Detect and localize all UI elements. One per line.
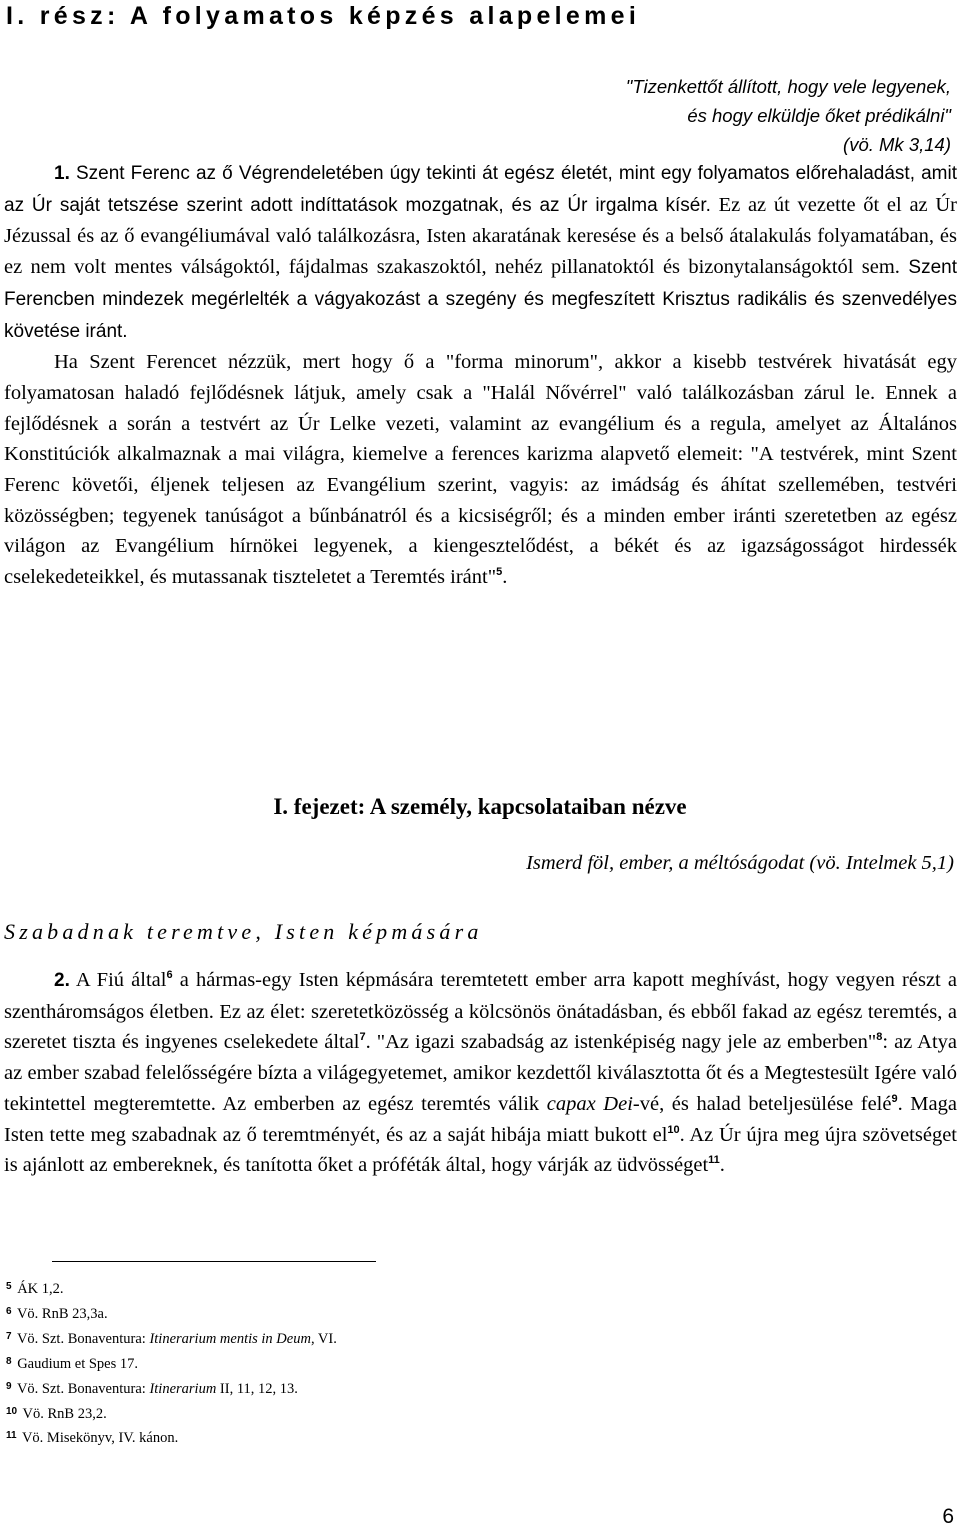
section-text [4,965,957,1181]
footnote [6,1351,337,1376]
footnote-ref[interactable]: 5 [496,566,503,579]
epigraph-mark [626,72,951,159]
footnote-title: Itinerarium mentis in Deum [149,1330,311,1347]
footnote-text: Gaudium et Spes 17. [17,1355,139,1372]
footnote-number: 10 [6,1405,18,1417]
footnote-separator [52,1261,376,1262]
footnote [6,1276,337,1301]
footnote-number: 7 [6,1330,12,1342]
epigraph-line: "Tizenkettőt állított, hogy vele legyenek, [625,76,951,97]
paragraph-text: . "Az igazi szabadság az istenképiség nagy jele az emberben" [365,1031,877,1054]
footnote-title: Itinerarium [149,1380,217,1397]
part-title: I. rész: A folyamatos képzés alapelemei [6,2,641,30]
footnote-number: 5 [6,1281,12,1292]
footnote-text: II, 11, 12, 13. [216,1380,298,1397]
footnote [6,1326,337,1351]
epigraph-line: (vö. Mk 3,14) [843,134,951,155]
latin-term: capax Dei [546,1092,633,1115]
footnote-text: Vö. RnB 23,2. [22,1405,107,1422]
footnote [6,1376,337,1401]
footnote-text: Vö. Misekönyv, IV. kánon. [21,1430,179,1447]
paragraph-text: . [719,1154,725,1177]
footnote-number: 11 [6,1430,17,1442]
chapter-epigraph: Ismerd föl, ember, a méltóságodat (vö. Intelmek 5,1) [526,852,954,874]
paragraph-number: 1. [54,163,70,184]
paragraph-text: -vé, és halad beteljesülése felé [632,1092,892,1115]
footnotes [6,1276,337,1450]
paragraph-text: A Fiú által [69,969,167,991]
footnote-text: , VI. [310,1330,337,1347]
footnote-ref[interactable]: 11 [708,1154,720,1167]
paragraph-text: Ha Szent Ferencet nézzük, mert hogy ő a "forma minorum", akkor a kisebb testvérek hivatását egy folyamatosan haladó fejlődésnek látjuk, amely csak a "Halál Nővérrel" való találkozásban zárul le. [4,351,957,404]
footnote-text: Vö. RnB 23,3a. [16,1305,108,1322]
footnote-number: 9 [6,1380,12,1392]
paragraph-text: Szent Ferencben mindezek megérlelték a vágyakozást a szegény és megfeszített Krisztus radikális és szenvedélyes követése iránt. [4,257,957,342]
paragraph-text: : az Atya az ember szabad felelősségére bízta a világegyetemet, amikor kezdettől kiválasztotta őt és a Megtestesült Igére való tekintettel megteremtette. Az emberben az egész teremtés válik [4,1031,957,1115]
footnote-number: 6 [6,1305,12,1317]
footnote [6,1401,337,1426]
footnote-ref[interactable]: 7 [359,1031,366,1044]
paragraph-1 [4,158,957,347]
chapter-title: I. fejezet: A személy, kapcsolataiban nézve [273,794,687,819]
epigraph-line: és hogy elküldje őket prédikálni" [687,105,951,126]
footnote-text: Vö. Szt. Bonaventura: [16,1330,150,1347]
paragraph-2 [4,347,957,593]
intro-text [4,158,957,593]
paragraph-text: . [502,566,508,589]
paragraph-text: Ez az út vezette őt el az Úr Jézussal és az ő evangéliumával való találkozásra, Isten akaratának keresése és a belső átalakulás folyamatában, és ez nem volt mentes válságoktól, fájdalmas szakaszoktól, nehéz pillanatoktól és bizonytalanságoktól sem. [4,193,957,279]
paragraph-text: Ennek a fejlődésnek a során a testvért az Úr Lelke vezeti, valamint az evangélium és a regula, amelyet az Általános Konstitúciók alkalmaznak a mai világra, kiemelve a ferences karizma alapvető elemeit: "A testvérek, mint Szent Ferenc követői, éljenek teljesen az Evangélium szerint, vagyis: az imádság és áhítat szellemében, testvéri közösségben; tegyenek tanúságot a bűnbánatról és a kicsiségről; és a minden ember iránti szeretetben az egész világon az Evangélium hírnökei legyenek, a kiengesztelődést, a békét és az igazságosságot hirdessék cselekedeteikkel, és mutassanak tiszteletet a Teremtés iránt" [4,381,957,589]
page-number: 6 [942,1505,954,1528]
footnote-number: 8 [6,1355,12,1367]
footnote-text: Vö. Szt. Bonaventura: [16,1380,150,1397]
footnote-ref[interactable]: 8 [876,1031,883,1044]
footnote [6,1425,337,1450]
paragraph-text: a hármas-egy Isten képmására teremtetett ember arra kapott meghívást, hogy vegyen részt a szentháromságos életben. Ez az élet: szeretetközösség a kölcsönös önátadásban, és ebből fakad az egész teremtés, a szeretet tiszta és ingyenes cselekedete által [4,969,957,1054]
paragraph-text: . Az Úr újra meg újra szövetséget is ajánlott az embereknek, és tanította őket a próféták által, hogy várják az üdvösséget [4,1123,957,1177]
footnote-ref[interactable]: 6 [166,969,173,982]
section-title: Szabadnak teremtve, Isten képmására [4,919,483,944]
paragraph-text: Szent Ferenc az ő Végrendeletében úgy tekinti át egész életét, mint egy folyamatos előrehaladást, amit az Úr saját tetszése szerint adott indíttatások mozgatnak, és az Úr irgalma kísér. [4,163,957,216]
footnote-text: ÁK 1,2. [17,1281,64,1297]
footnote [6,1301,337,1326]
paragraph-3 [4,965,957,1181]
paragraph-number: 2. [54,970,70,991]
footnote-ref[interactable]: 10 [667,1123,680,1136]
footnote-ref[interactable]: 9 [891,1092,898,1105]
paragraph-text: . Maga Isten tette meg szabadnak az ő teremtményét, és az a saját hibája miatt bukott el [4,1092,957,1146]
